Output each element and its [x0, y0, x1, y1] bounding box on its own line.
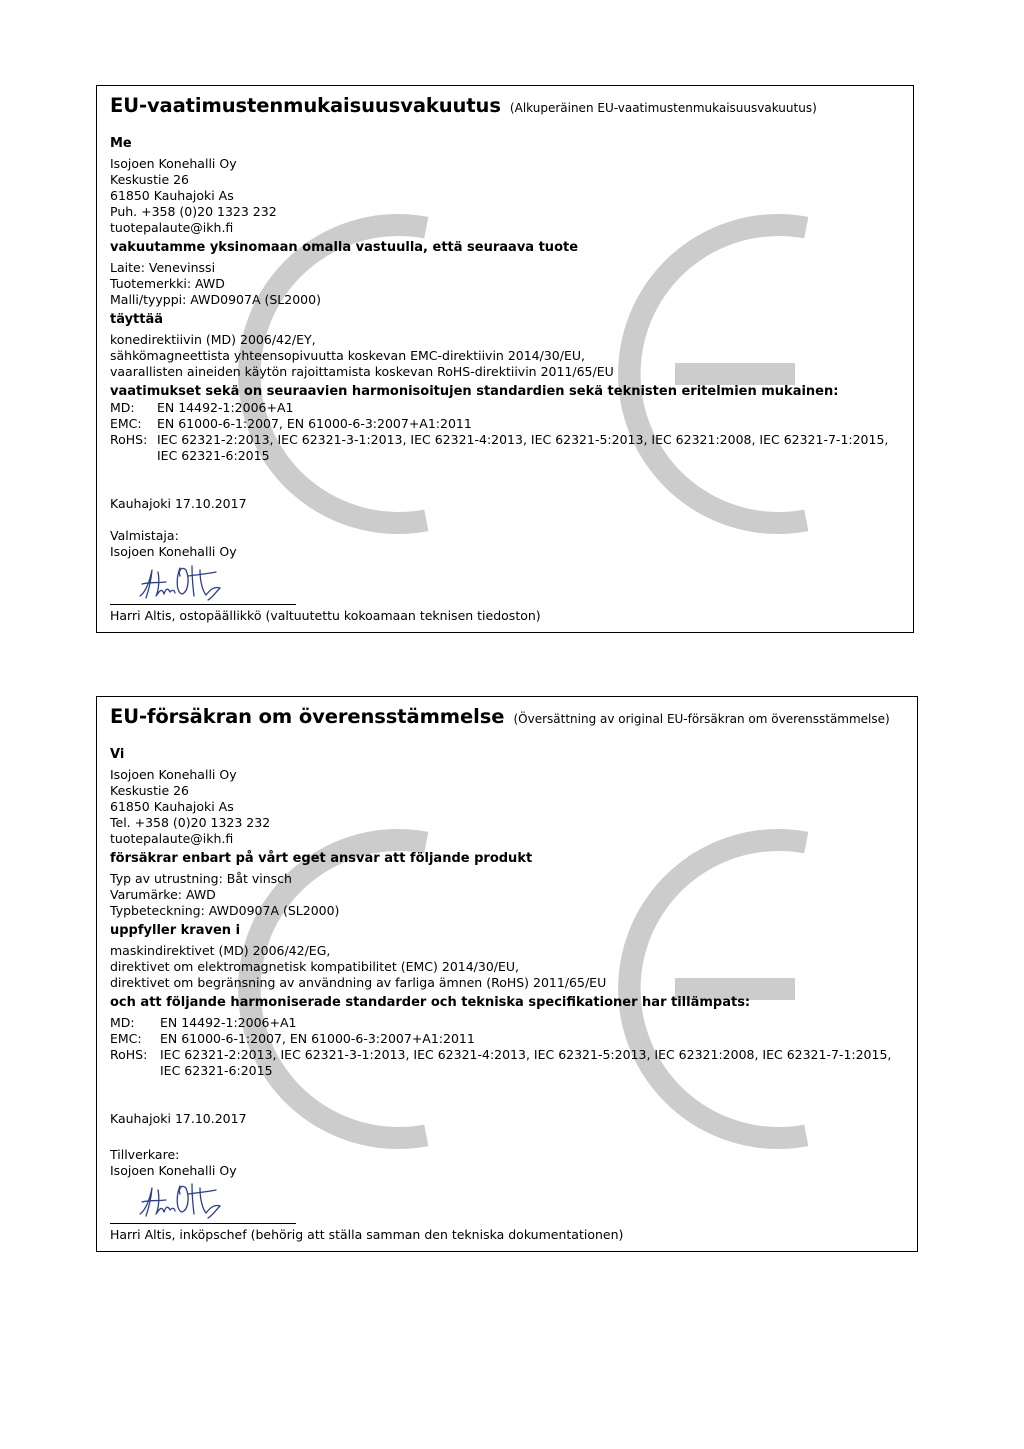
product-brand: Varumärke: AWD: [110, 887, 216, 902]
signature-line: [110, 604, 296, 605]
city-address: 61850 Kauhajoki As: [110, 799, 234, 814]
title-main: EU-vaatimustenmukaisuusvakuutus: [110, 94, 501, 117]
directive-item: vaarallisten aineiden käytön rajoittamista koskevan RoHS-direktiivin 2011/65/EU: [110, 364, 614, 379]
standard-value: EN 14492-1:2006+A1: [157, 400, 294, 415]
manufacturer-label: Valmistaja:: [110, 528, 179, 543]
directive-item: maskindirektivet (MD) 2006/42/EG,: [110, 943, 331, 958]
standard-row: [110, 1015, 296, 1031]
declare-statement: försäkrar enbart på vårt eget ansvar att följande produkt: [110, 851, 533, 866]
handwritten-signature-image: [136, 1180, 228, 1220]
email-address: tuotepalaute@ikh.fi: [110, 831, 234, 846]
standard-label: EMC:: [110, 1031, 142, 1046]
declare-statement: vakuutamme yksinomaan omalla vastuulla, että seuraava tuote: [110, 240, 579, 255]
standard-value: EN 61000-6-1:2007, EN 61000-6-3:2007+A1:2011: [157, 416, 472, 431]
standard-label: RoHS:: [110, 432, 148, 447]
company-name: Isojoen Konehalli Oy: [110, 767, 237, 782]
standard-value: EN 61000-6-1:2007, EN 61000-6-3:2007+A1:2011: [160, 1031, 475, 1046]
standard-continuation: IEC 62321-6:2015: [157, 448, 270, 463]
street-address: Keskustie 26: [110, 783, 190, 798]
standard-row: [110, 416, 472, 432]
email-address: tuotepalaute@ikh.fi: [110, 220, 234, 235]
product-type: Typ av utrustning: Båt vinsch: [110, 871, 292, 886]
standards-heading: vaatimukset sekä on seuraavien harmonisoitujen standardien sekä teknisten eritelmien mukainen:: [110, 384, 839, 399]
standard-row: [110, 1031, 475, 1047]
product-model: Malli/tyyppi: AWD0907A (SL2000): [110, 292, 321, 307]
standard-label: MD:: [110, 400, 135, 415]
directive-item: konedirektiivin (MD) 2006/42/EY,: [110, 332, 316, 347]
standard-label: MD:: [110, 1015, 135, 1030]
we-label: Vi: [110, 747, 125, 762]
manufacturer-label: Tillverkare:: [110, 1147, 180, 1162]
standard-label: RoHS:: [110, 1047, 148, 1062]
street-address: Keskustie 26: [110, 172, 190, 187]
company-name: Isojoen Konehalli Oy: [110, 156, 237, 171]
manufacturer-name: Isojoen Konehalli Oy: [110, 1163, 237, 1178]
standards-heading: och att följande harmoniserade standarder och tekniska specifikationer har tillämpats:: [110, 995, 751, 1010]
product-brand: Tuotemerkki: AWD: [110, 276, 225, 291]
directive-item: direktivet om begränsning av användning av farliga ämnen (RoHS) 2011/65/EU: [110, 975, 607, 990]
place-date: Kauhajoki 17.10.2017: [110, 496, 247, 511]
place-date: Kauhajoki 17.10.2017: [110, 1111, 247, 1126]
phone-number: Tel. +358 (0)20 1323 232: [110, 815, 271, 830]
declaration-title: [110, 94, 817, 117]
declaration-content: [110, 86, 905, 632]
directive-item: direktivet om elektromagnetisk kompatibilitet (EMC) 2014/30/EU,: [110, 959, 520, 974]
product-type: Laite: Venevinssi: [110, 260, 216, 275]
fulfils-label: täyttää: [110, 312, 164, 327]
declaration-fi: [96, 85, 914, 633]
we-label: Me: [110, 136, 132, 151]
fulfils-label: uppfyller kraven i: [110, 923, 241, 938]
standard-label: EMC:: [110, 416, 142, 431]
standard-value: IEC 62321-2:2013, IEC 62321-3-1:2013, IEC 62321-4:2013, IEC 62321-5:2013, IEC 62321:2008, IEC 62321-7-1:2015,: [160, 1047, 892, 1062]
title-sub: (Alkuperäinen EU-vaatimustenmukaisuusvakuutus): [509, 101, 817, 115]
declaration-content: [110, 697, 909, 1251]
standard-value: EN 14492-1:2006+A1: [160, 1015, 297, 1030]
product-model: Typbeteckning: AWD0907A (SL2000): [110, 903, 340, 918]
standard-row: [110, 432, 888, 448]
signatory-name: Harri Altis, ostopäällikkö (valtuutettu kokoamaan teknisen tiedoston): [110, 608, 541, 623]
phone-number: Puh. +358 (0)20 1323 232: [110, 204, 277, 219]
title-main: EU-försäkran om överensstämmelse: [110, 705, 505, 728]
handwritten-signature-image: [136, 562, 228, 602]
standard-value: IEC 62321-2:2013, IEC 62321-3-1:2013, IEC 62321-4:2013, IEC 62321-5:2013, IEC 62321:2008, IEC 62321-7-1:2015,: [157, 432, 889, 447]
declaration-sv: [96, 696, 918, 1252]
directive-item: sähkömagneettista yhteensopivuutta koskevan EMC-direktiivin 2014/30/EU,: [110, 348, 585, 363]
standard-continuation: IEC 62321-6:2015: [160, 1063, 273, 1078]
city-address: 61850 Kauhajoki As: [110, 188, 234, 203]
standard-row: [110, 1047, 891, 1063]
signatory-name: Harri Altis, inköpschef (behörig att ställa samman den tekniska dokumentationen): [110, 1227, 624, 1242]
signature-line: [110, 1223, 296, 1224]
manufacturer-name: Isojoen Konehalli Oy: [110, 544, 237, 559]
standard-row: [110, 400, 293, 416]
title-sub: (Översättning av original EU-försäkran om överensstämmelse): [513, 712, 890, 726]
declaration-title: [110, 705, 890, 728]
